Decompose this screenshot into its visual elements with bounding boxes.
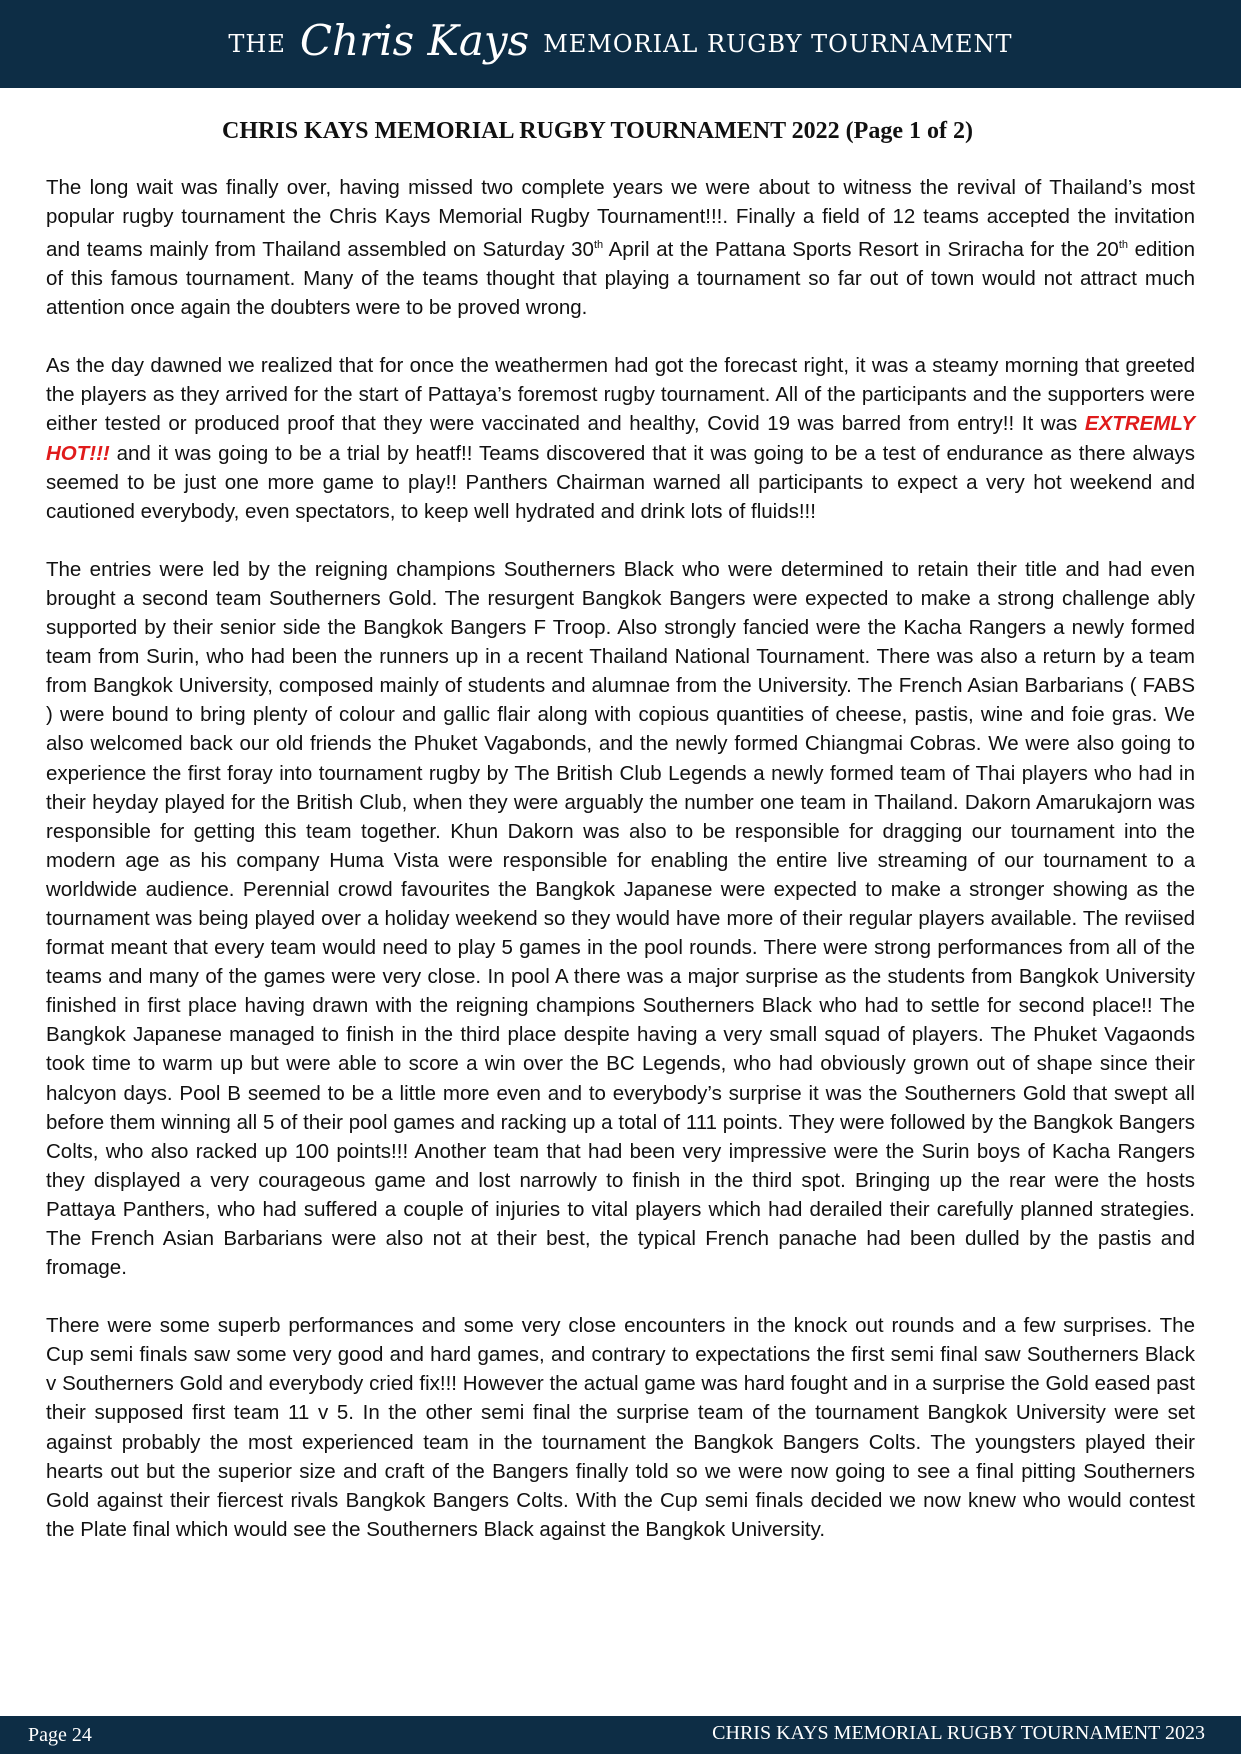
paragraph-4: There were some superb performances and some very close encounters in the knock out rounds and a few surprises. The Cup semi finals saw some very good and hard games, and contrary to expectations the first semi final saw Southerners Black v Southerners Gold and everybody cried fix!!! However the actual game was hard fought and in a surprise the Gold eased past their supposed first team 11 v 5. In the other semi final the surprise team of the tournament Bangkok University were set against probably the most experienced team in the tournament the Bangkok Bangers Colts. The youngsters played their hearts out but the superior size and craft of the Bangers finally told so we were now going to see a final pitting Southerners Gold against their fiercest rivals Bangkok Bangers Colts. With the Cup semi finals decided we now knew who would contest the Plate final which would see the Southerners Black against the Bangkok University.: [46, 1314, 1195, 1541]
paragraph-2-part-a: As the day dawned we realized that for once the weathermen had got the forecast right, it was a steamy morning that greeted the players as they arrived for the start of Pattaya’s foremost rugby tournament. All of the participants and the supporters were either tested or produced proof that they were vaccinated and healthy, Covid 19 was barred from entry!! It was: [46, 354, 1195, 436]
paragraph-1: [46, 173, 1195, 322]
extremely-hot-highlight: EXTREMLY HOT!!!: [46, 412, 1195, 465]
masthead-script-name: Chris Kays: [299, 15, 530, 65]
paragraph-2-part-b: and it was going to be a trial by heatf!! Teams discovered that it was going to be a test of endurance as there always seemed to be just one more game to play!! Panthers Chairman warned all participants to expect a very hot weekend and cautioned everybody, even spectators, to keep well hydrated and drink lots of fluids!!!: [46, 441, 1195, 523]
page-number: Page 24: [28, 1724, 92, 1746]
paragraph-2: [46, 351, 1195, 526]
masthead-title: MEMORIAL RUGBY TOURNAMENT: [543, 30, 1013, 58]
superscript-th: th: [1118, 239, 1129, 252]
article-body: [46, 173, 1195, 1573]
paragraph-1-part-b: April at the Pattana Sports Resort in Sriracha for the 20: [603, 238, 1119, 262]
paragraph-1-part-a: The long wait was finally over, having missed two complete years we were about to witness the revival of Thailand’s most popular rugby tournament the Chris Kays Memorial Rugby Tournament!!!. Finally a field of 12 teams accepted the invitation and teams mainly from Thailand assembled on Saturday 30: [46, 176, 1195, 262]
footer-bar: [0, 1716, 1241, 1754]
paragraph-1-part-c: edition of this famous tournament. Many of the teams thought that playing a tournament so far out of town would not attract much attention once again the doubters were to be proved wrong.: [46, 238, 1196, 320]
paragraph-3: The entries were led by the reigning champions Southerners Black who were determined to retain their title and had even brought a second team Southerners Gold. The resurgent Bangkok Bangers were expected to make a strong challenge ably supported by their senior side the Bangkok Bangers F Troop. Also strongly fancied were the Kacha Rangers a newly formed team from Surin, who had been the runners up in a recent Thailand National Tournament. There was also a return by a team from Bangkok University, composed mainly of students and alumnae from the University. The French Asian Barbarians ( FABS ) were bound to bring plenty of colour and gallic flair along with copious quantities of cheese, pastis, wine and foie gras. We also welcomed back our old friends the Phuket Vagabonds, and the newly formed Chiangmai Cobras. We were also going to experience the first foray into tournament rugby by The British Club Legends a newly formed team of Thai players who had in their heyday played for the British Club, when they were arguably the number one team in Thailand. Dakorn Amarukajorn was responsible for getting this team together. Khun Dakorn was also to be responsible for dragging our tournament into the modern age as his company Huma Vista were responsible for enabling the entire live streaming of our tournament to a worldwide audience. Perennial crowd favourites the Bangkok Japanese were expected to make a stronger showing as the tournament was being played over a holiday weekend so they would have more of their regular players available. The reviised format meant that every team would need to play 5 games in the pool rounds. There were strong performances from all of the teams and many of the games were very close. In pool A there was a major surprise as the students from Bangkok University finished in first place having drawn with the reigning champions Southerners Black who had to settle for second place!! The Bangkok Japanese managed to finish in the third place despite having a very small squad of players. The Phuket Vagaonds took time to warm up but were able to score a win over the BC Legends, who had obviously grown out of shape since their halcyon days. Pool B seemed to be a little more even and to everybody’s surprise it was the Southerners Gold that swept all before them winning all 5 of their pool games and racking up a total of 111 points. They were followed by the Bangkok Bangers Colts, who also racked up 100 points!!! Another team that had been very impressive were the Surin boys of Kacha Rangers they displayed a very courageous game and lost narrowly to finish in the third spot. Bringing up the rear were the hosts Pattaya Panthers, who had suffered a couple of injuries to vital players which had derailed their carefully planned strategies. The French Asian Barbarians were also not at their best, the typical French panache had been dulled by the pastis and fromage.: [46, 557, 1195, 1280]
masthead-banner: [0, 0, 1241, 88]
page-title: CHRIS KAYS MEMORIAL RUGBY TOURNAMENT 2022 (Page 1 of 2): [222, 118, 973, 144]
footer-title: CHRIS KAYS MEMORIAL RUGBY TOURNAMENT 2023: [712, 1722, 1205, 1744]
masthead-the: THE: [228, 30, 286, 58]
superscript-th: th: [593, 239, 604, 252]
